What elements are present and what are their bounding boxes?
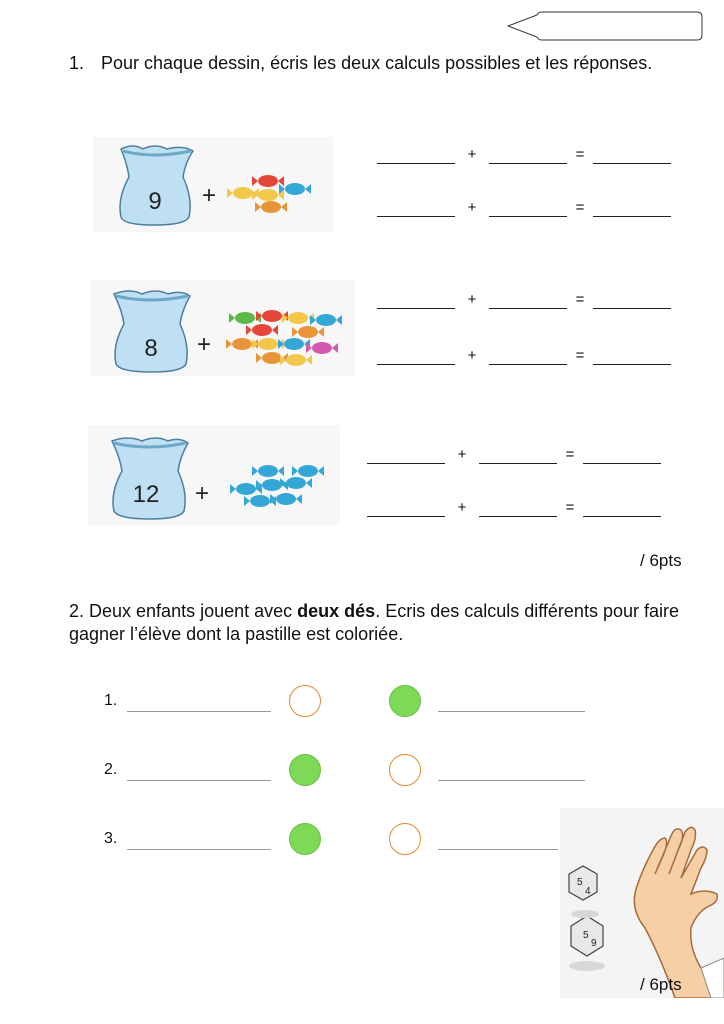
- answer-line[interactable]: [127, 711, 271, 712]
- svg-text:4: 4: [585, 886, 591, 897]
- colored-dot-icon: [389, 685, 421, 717]
- answer-line[interactable]: [127, 780, 271, 781]
- answer-blank[interactable]: [593, 202, 671, 217]
- question-1-number: 1.: [69, 53, 85, 73]
- answer-blank[interactable]: [593, 350, 671, 365]
- equation-line: + =: [377, 287, 671, 309]
- row-label: 1.: [104, 692, 118, 709]
- svg-text:+: +: [201, 182, 217, 209]
- colored-dot-icon: [289, 754, 321, 786]
- answer-blank[interactable]: [489, 350, 567, 365]
- answer-blank[interactable]: [377, 149, 455, 164]
- row-label: 3.: [104, 830, 118, 847]
- answer-blank[interactable]: [377, 202, 455, 217]
- empty-dot-icon: [289, 685, 321, 717]
- question-2-bold: deux dés: [297, 601, 376, 621]
- answer-blank[interactable]: [583, 449, 661, 464]
- row-label: 2.: [104, 761, 118, 778]
- question-1-points: / 6pts: [640, 551, 682, 570]
- equation-line: + =: [377, 195, 671, 217]
- svg-text:+: +: [194, 480, 210, 507]
- answer-blank[interactable]: [583, 502, 661, 517]
- colored-dot-icon: [289, 823, 321, 855]
- empty-dot-icon: [389, 754, 421, 786]
- svg-text:+: +: [196, 331, 212, 358]
- question-2-points: / 6pts: [640, 975, 682, 994]
- exercise-3-picture: [88, 425, 340, 525]
- answer-line[interactable]: [438, 780, 585, 781]
- svg-text:5: 5: [583, 930, 589, 941]
- svg-text:5: 5: [577, 877, 583, 888]
- empty-dot-icon: [389, 823, 421, 855]
- name-tag-icon: [507, 11, 703, 41]
- equation-line: + =: [377, 343, 671, 365]
- answer-blank[interactable]: [489, 149, 567, 164]
- answer-blank[interactable]: [367, 449, 445, 464]
- answer-blank[interactable]: [489, 202, 567, 217]
- equation-line: + =: [367, 495, 661, 517]
- answer-blank[interactable]: [377, 294, 455, 309]
- svg-text:9: 9: [591, 938, 597, 949]
- svg-text:12: 12: [132, 481, 160, 508]
- answer-line[interactable]: [438, 711, 585, 712]
- equation-line: + =: [367, 442, 661, 464]
- answer-line[interactable]: [127, 849, 271, 850]
- answer-blank[interactable]: [593, 149, 671, 164]
- svg-text:9: 9: [148, 188, 162, 215]
- question-2-text: 2. Deux enfants jouent avec deux dés. Ecris des calculs différents pour faire gagner l’élève dont la pastille est coloriée.: [69, 601, 679, 644]
- svg-text:8: 8: [144, 335, 158, 362]
- answer-blank[interactable]: [479, 502, 557, 517]
- exercise-2-picture: [90, 280, 355, 376]
- question-1-text: Pour chaque dessin, écris les deux calculs possibles et les réponses.: [101, 53, 653, 73]
- answer-blank[interactable]: [479, 449, 557, 464]
- equation-line: + =: [377, 142, 671, 164]
- answer-blank[interactable]: [489, 294, 567, 309]
- answer-blank[interactable]: [377, 350, 455, 365]
- answer-blank[interactable]: [593, 294, 671, 309]
- answer-blank[interactable]: [367, 502, 445, 517]
- hand-dice-illustration: [525, 808, 724, 998]
- exercise-1-picture: [93, 137, 333, 232]
